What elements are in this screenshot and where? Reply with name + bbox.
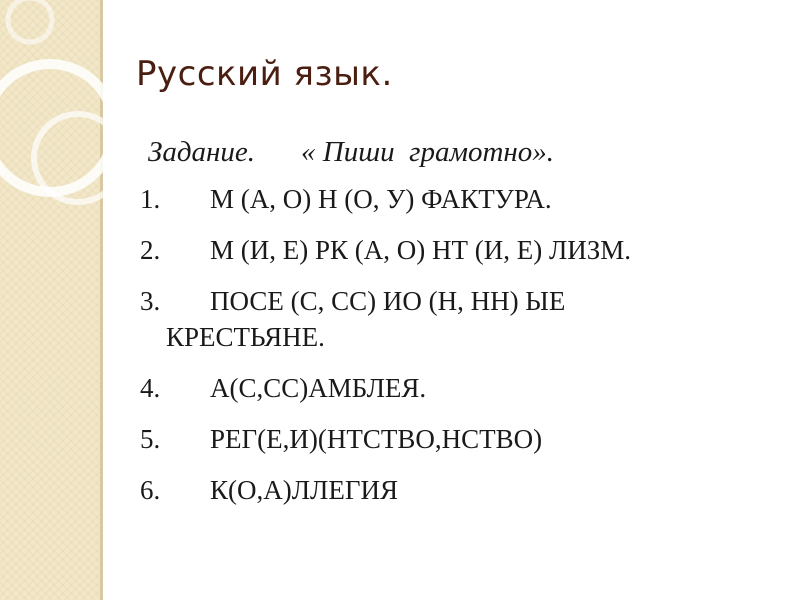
exercise-item	[140, 232, 780, 268]
item-text: К(О,А)ЛЛЕГИЯ	[210, 475, 398, 505]
item-text: М (И, Е) РК (А, О) НТ (И, Е) ЛИЗМ.	[210, 235, 632, 265]
item-number: 6.	[140, 475, 161, 505]
item-text: М (А, О) Н (О, У) ФАКТУРА.	[210, 184, 552, 214]
decorative-circles	[0, 0, 140, 240]
exercise-item	[140, 370, 780, 406]
item-text-continuation: КРЕСТЬЯНЕ.	[166, 322, 325, 352]
item-number: 4.	[140, 373, 161, 403]
exercise-item	[140, 181, 780, 217]
exercise-item	[140, 421, 780, 457]
exercise-list	[140, 181, 780, 508]
task-name: « Пиши грамотно».	[301, 136, 555, 168]
task-label: Задание.	[148, 136, 256, 168]
item-number: 5.	[140, 424, 161, 454]
item-text: РЕГ(Е,И)(НТСТВО,НСТВО)	[210, 424, 543, 454]
item-text: ПОСЕ (С, СС) ИО (Н, НН) ЫЕ	[210, 286, 566, 316]
slide-content	[140, 136, 780, 523]
exercise-item	[140, 472, 780, 508]
item-number: 1.	[140, 184, 161, 214]
item-text: А(С,СС)АМБЛЕЯ.	[210, 373, 427, 403]
task-line	[148, 136, 780, 169]
exercise-item	[140, 283, 780, 355]
item-number: 2.	[140, 235, 161, 265]
slide-title: Русский язык.	[136, 54, 393, 94]
item-number: 3.	[140, 286, 161, 316]
